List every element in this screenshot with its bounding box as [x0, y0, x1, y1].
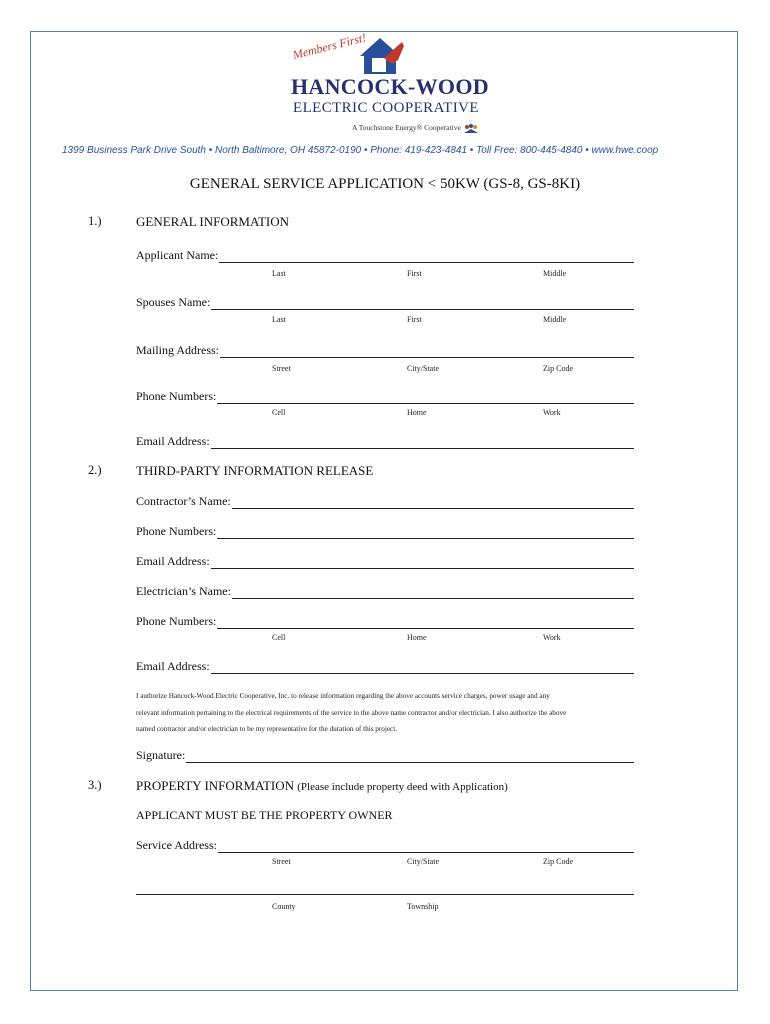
contractor-name-label: Contractor’s Name:	[136, 494, 231, 508]
contractor-phone-field[interactable]	[136, 524, 634, 539]
authorization-paragraph	[136, 688, 636, 738]
contractor-phone-line[interactable]	[217, 526, 634, 539]
contractor-name-field[interactable]	[136, 494, 634, 509]
section2-heading: THIRD-PARTY INFORMATION RELEASE	[136, 463, 374, 478]
authorization-line: named contractor and/or electrician to be my representative for the duration of this project.	[136, 725, 398, 733]
spouse-name-label: Spouses Name:	[136, 295, 211, 309]
sub-first: First	[407, 269, 422, 278]
electrician-phone-label: Phone Numbers:	[136, 614, 217, 628]
contractor-email-line[interactable]	[211, 556, 634, 569]
sub-city-state: City/State	[407, 364, 439, 373]
county-township-line[interactable]	[136, 894, 634, 895]
sub-street: Street	[272, 364, 291, 373]
authorization-line: relevant information pertaining to the electrical requirements of the service to the above name contractor and/or electrician. I also authorize the above	[136, 708, 567, 717]
sub-cell: Cell	[272, 633, 286, 642]
sub-home: Home	[407, 633, 427, 642]
section3-heading-note: (Please include property deed with Application)	[297, 781, 508, 793]
phone-numbers-field[interactable]	[136, 389, 634, 404]
logo-name: HANCOCK-WOOD	[291, 74, 489, 99]
mailing-address-line[interactable]	[220, 345, 634, 358]
spouse-name-field[interactable]	[136, 295, 634, 310]
sub-last: Last	[272, 315, 286, 324]
sub-first: First	[407, 315, 422, 324]
signature-line[interactable]	[186, 750, 634, 763]
electrician-phone-field[interactable]	[136, 614, 634, 629]
sub-work: Work	[543, 633, 561, 642]
applicant-name-field[interactable]	[136, 248, 634, 263]
sub-last: Last	[272, 269, 286, 278]
electrician-email-line[interactable]	[211, 661, 634, 674]
cooperative-address: 1399 Business Park Drive South • North Baltimore, OH 45872-0190 • Phone: 419-423-4841 • Toll Free: 800-445-4840 • www.hwe.coop	[62, 145, 659, 156]
section2-number: 2.)	[88, 463, 102, 477]
signature-label: Signature:	[136, 748, 186, 762]
sub-middle: Middle	[543, 269, 567, 278]
sub-work: Work	[543, 408, 561, 417]
section3-heading-text: PROPERTY INFORMATION	[136, 778, 295, 793]
electrician-name-label: Electrician’s Name:	[136, 584, 231, 598]
email-address-line[interactable]	[211, 436, 634, 449]
contractor-email-field[interactable]	[136, 554, 634, 569]
section3-heading	[136, 778, 508, 794]
electrician-email-field[interactable]	[136, 659, 634, 674]
sub-zip: Zip Code	[543, 857, 573, 866]
logo-tagline-text: A Touchstone Energy® Cooperative	[352, 123, 461, 132]
logo-tagline	[352, 123, 479, 133]
applicant-name-line[interactable]	[219, 250, 634, 263]
phone-numbers-label: Phone Numbers:	[136, 389, 217, 403]
sub-home: Home	[407, 408, 427, 417]
email-address-field[interactable]	[136, 434, 634, 449]
mailing-address-field[interactable]	[136, 343, 634, 358]
electrician-email-label: Email Address:	[136, 659, 210, 673]
logo-slogan: Members First!	[291, 30, 368, 63]
owner-requirement-note: APPLICANT MUST BE THE PROPERTY OWNER	[136, 808, 393, 822]
contractor-phone-label: Phone Numbers:	[136, 524, 217, 538]
electrician-name-field[interactable]	[136, 584, 634, 599]
section1-heading: GENERAL INFORMATION	[136, 214, 289, 229]
contractor-email-label: Email Address:	[136, 554, 210, 568]
signature-field[interactable]	[136, 748, 634, 763]
sub-street: Street	[272, 857, 291, 866]
phone-numbers-line[interactable]	[217, 391, 634, 404]
section1-number: 1.)	[88, 214, 102, 228]
contractor-name-line[interactable]	[232, 496, 634, 509]
sub-county: County	[272, 902, 296, 911]
service-address-label: Service Address:	[136, 838, 217, 852]
sub-cell: Cell	[272, 408, 286, 417]
sub-middle: Middle	[543, 315, 567, 324]
sub-zip: Zip Code	[543, 364, 573, 373]
service-address-line[interactable]	[218, 840, 634, 853]
email-address-label: Email Address:	[136, 434, 210, 448]
service-address-field[interactable]	[136, 838, 634, 853]
electrician-name-line[interactable]	[232, 586, 634, 599]
logo-subtitle: ELECTRIC COOPERATIVE	[293, 100, 479, 116]
authorization-line: I authorize Hancock-Wood Electric Cooperative, Inc. to release information regarding the above accounts service charges, power usage and any	[136, 692, 550, 700]
section3-number: 3.)	[88, 778, 102, 792]
spouse-name-line[interactable]	[211, 297, 634, 310]
touchstone-icon	[463, 123, 479, 133]
applicant-name-label: Applicant Name:	[136, 248, 219, 262]
form-title: GENERAL SERVICE APPLICATION < 50KW (GS-8, GS-8KI)	[189, 176, 581, 192]
sub-city-state: City/State	[407, 857, 439, 866]
electrician-phone-line[interactable]	[217, 616, 634, 629]
sub-township: Township	[407, 902, 439, 911]
mailing-address-label: Mailing Address:	[136, 343, 219, 357]
